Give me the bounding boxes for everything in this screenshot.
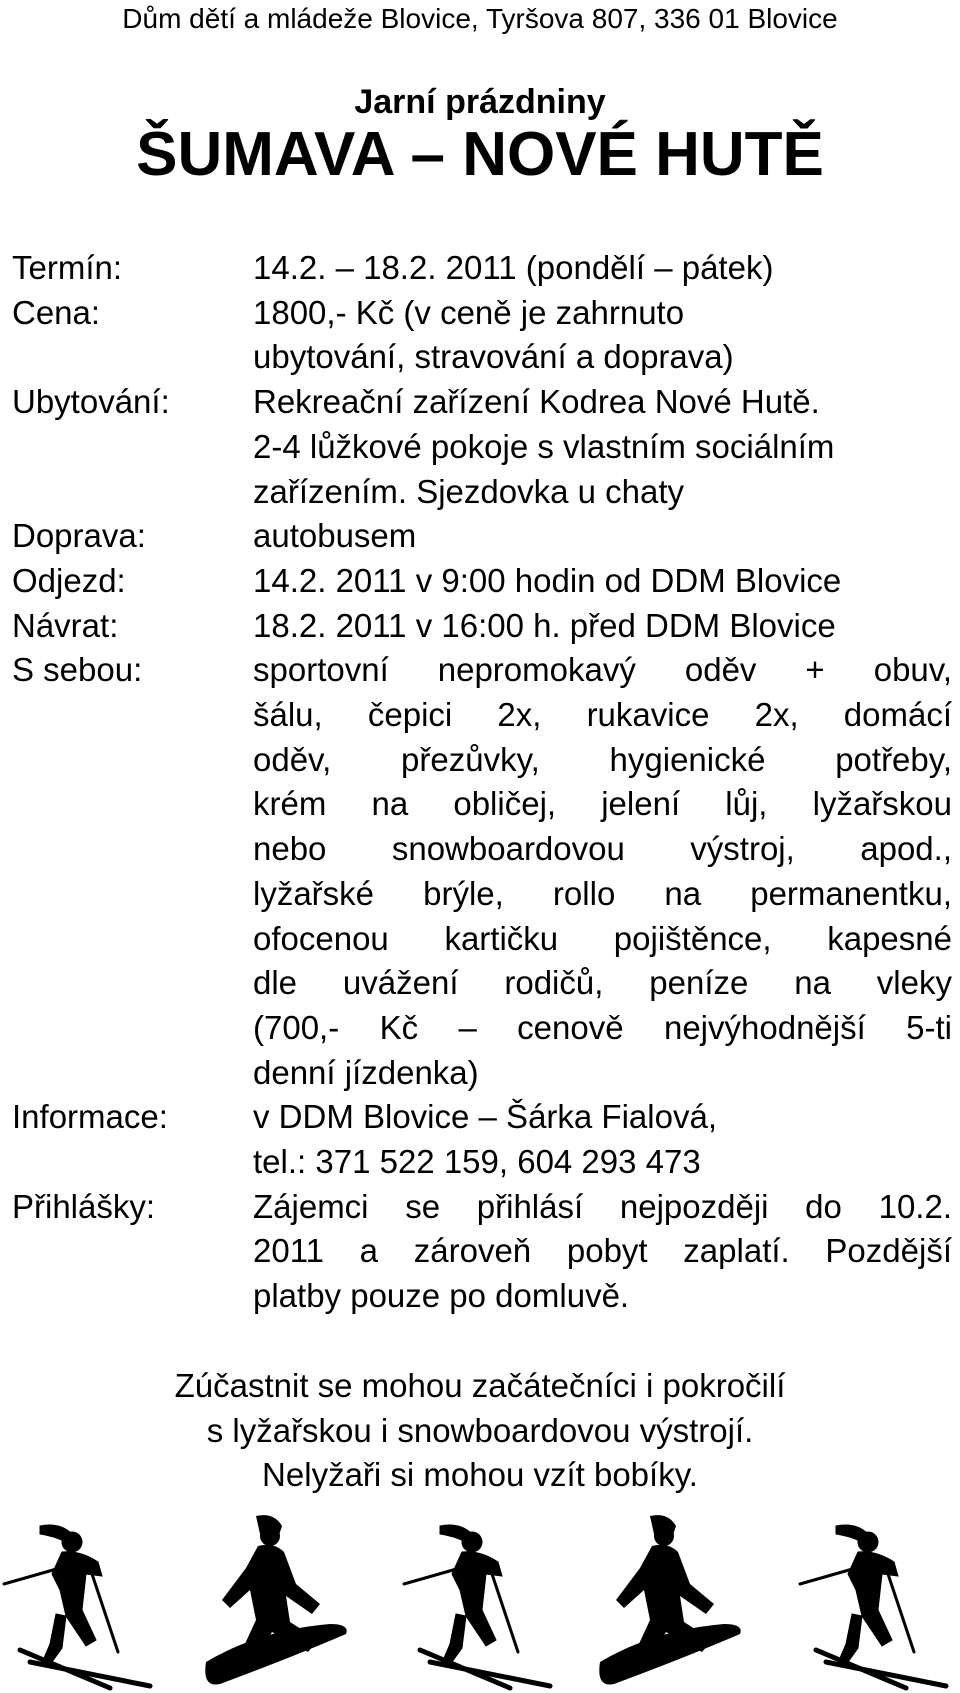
- value-ubytovani: [253, 380, 952, 514]
- value-line: 14.2. – 18.2. 2011 (pondělí – pátek): [253, 249, 774, 286]
- value-line: Rekreační zařízení Kodrea Nové Hutě.: [253, 383, 820, 421]
- value-line: ubytování, stravování a doprava): [253, 338, 734, 376]
- organization-header: Dům dětí a mládeže Blovice, Tyršova 807, 336 01 Blovice: [122, 3, 838, 34]
- value-line: 2011 a zároveň pobyt zaplatí. Pozdější: [253, 1232, 952, 1270]
- row-informace: [12, 1095, 952, 1184]
- value-line: krém na obličej, jelení lůj, lyžařskou: [253, 785, 952, 823]
- snowboarder-icon: [200, 1512, 370, 1693]
- value-line: zařízením. Sjezdovka u chaty: [253, 472, 685, 510]
- row-navrat: [12, 604, 952, 649]
- winter-sports-illustrations: [0, 1512, 960, 1693]
- footer-note: [0, 1364, 960, 1498]
- skier-icon: [0, 1512, 160, 1693]
- skier-icon: [400, 1512, 560, 1693]
- value-line: autobusem: [253, 517, 417, 555]
- value-line: dle uvážení rodičů, peníze na vleky: [253, 964, 952, 1002]
- value-navrat: [253, 604, 952, 649]
- value-odjezd: [253, 559, 952, 604]
- value-line: 18.2. 2011 v 16:00 h. před DDM Blovice: [253, 606, 836, 644]
- value-line: sportovní nepromokavý oděv + obuv,: [253, 651, 952, 689]
- row-prihlasky: [12, 1185, 952, 1319]
- subtitle: Jarní prázdniny: [354, 83, 606, 121]
- value-line: tel.: 371 522 159, 604 293 473: [253, 1143, 701, 1181]
- value-prihlasky: [253, 1185, 952, 1319]
- label-odjezd: Odjezd:: [12, 561, 126, 599]
- value-line: 14.2. 2011 v 9:00 hodin od DDM Blovice: [253, 561, 842, 599]
- row-ubytovani: [12, 380, 952, 514]
- value-line: ofocenou kartičku pojištěnce, kapesné: [253, 919, 952, 957]
- label-cena: Cena:: [12, 293, 101, 331]
- label-prihlasky: Přihlášky:: [12, 1187, 156, 1225]
- label-navrat: Návrat:: [12, 606, 119, 644]
- value-line: 2-4 lůžkové pokoje s vlastním sociálním: [253, 427, 835, 465]
- row-cena: [12, 291, 952, 380]
- value-line: šálu, čepici 2x, rukavice 2x, domácí: [253, 696, 952, 734]
- value-line: 1800,- Kč (v ceně je zahrnuto: [253, 293, 685, 331]
- page-title: ŠUMAVA – NOVÉ HUTĚ: [136, 120, 824, 189]
- value-line: Zájemci se přihlásí nejpozději do 10.2.: [253, 1187, 952, 1225]
- value-line: platby pouze po domluvě.: [253, 1277, 630, 1315]
- row-s-sebou: [12, 648, 952, 1095]
- label-doprava: Doprava:: [12, 517, 146, 555]
- footer-line: s lyžařskou i snowboardovou výstrojí.: [206, 1411, 754, 1449]
- label-s-sebou: S sebou:: [12, 651, 143, 689]
- footer-line: Zúčastnit se mohou začátečníci i pokročilí: [174, 1367, 786, 1404]
- value-line: nebo snowboardovou výstroj, apod.,: [253, 830, 952, 868]
- value-doprava: [253, 514, 952, 559]
- footer-line: Nelyžaři si mohou vzít bobíky.: [262, 1456, 698, 1493]
- value-s-sebou: [253, 648, 952, 1095]
- value-termin: [253, 246, 952, 291]
- label-informace: Informace:: [12, 1098, 168, 1136]
- row-termin: [12, 246, 952, 291]
- value-line: (700,- Kč – cenově nejvýhodnější 5-ti: [253, 1008, 952, 1046]
- row-doprava: [12, 514, 952, 559]
- value-line: oděv, přezůvky, hygienické potřeby,: [253, 740, 952, 778]
- snowboarder-icon: [594, 1512, 764, 1693]
- label-termin: Termín:: [12, 249, 123, 286]
- row-odjezd: [12, 559, 952, 604]
- value-line: lyžařské brýle, rollo na permanentku,: [253, 874, 952, 912]
- value-informace: [253, 1095, 952, 1184]
- value-cena: [253, 291, 952, 380]
- value-line: v DDM Blovice – Šárka Fialová,: [253, 1098, 717, 1136]
- skier-icon: [796, 1512, 956, 1693]
- info-table: [12, 246, 952, 1319]
- value-line: denní jízdenka): [253, 1053, 479, 1091]
- label-ubytovani: Ubytování:: [12, 383, 170, 421]
